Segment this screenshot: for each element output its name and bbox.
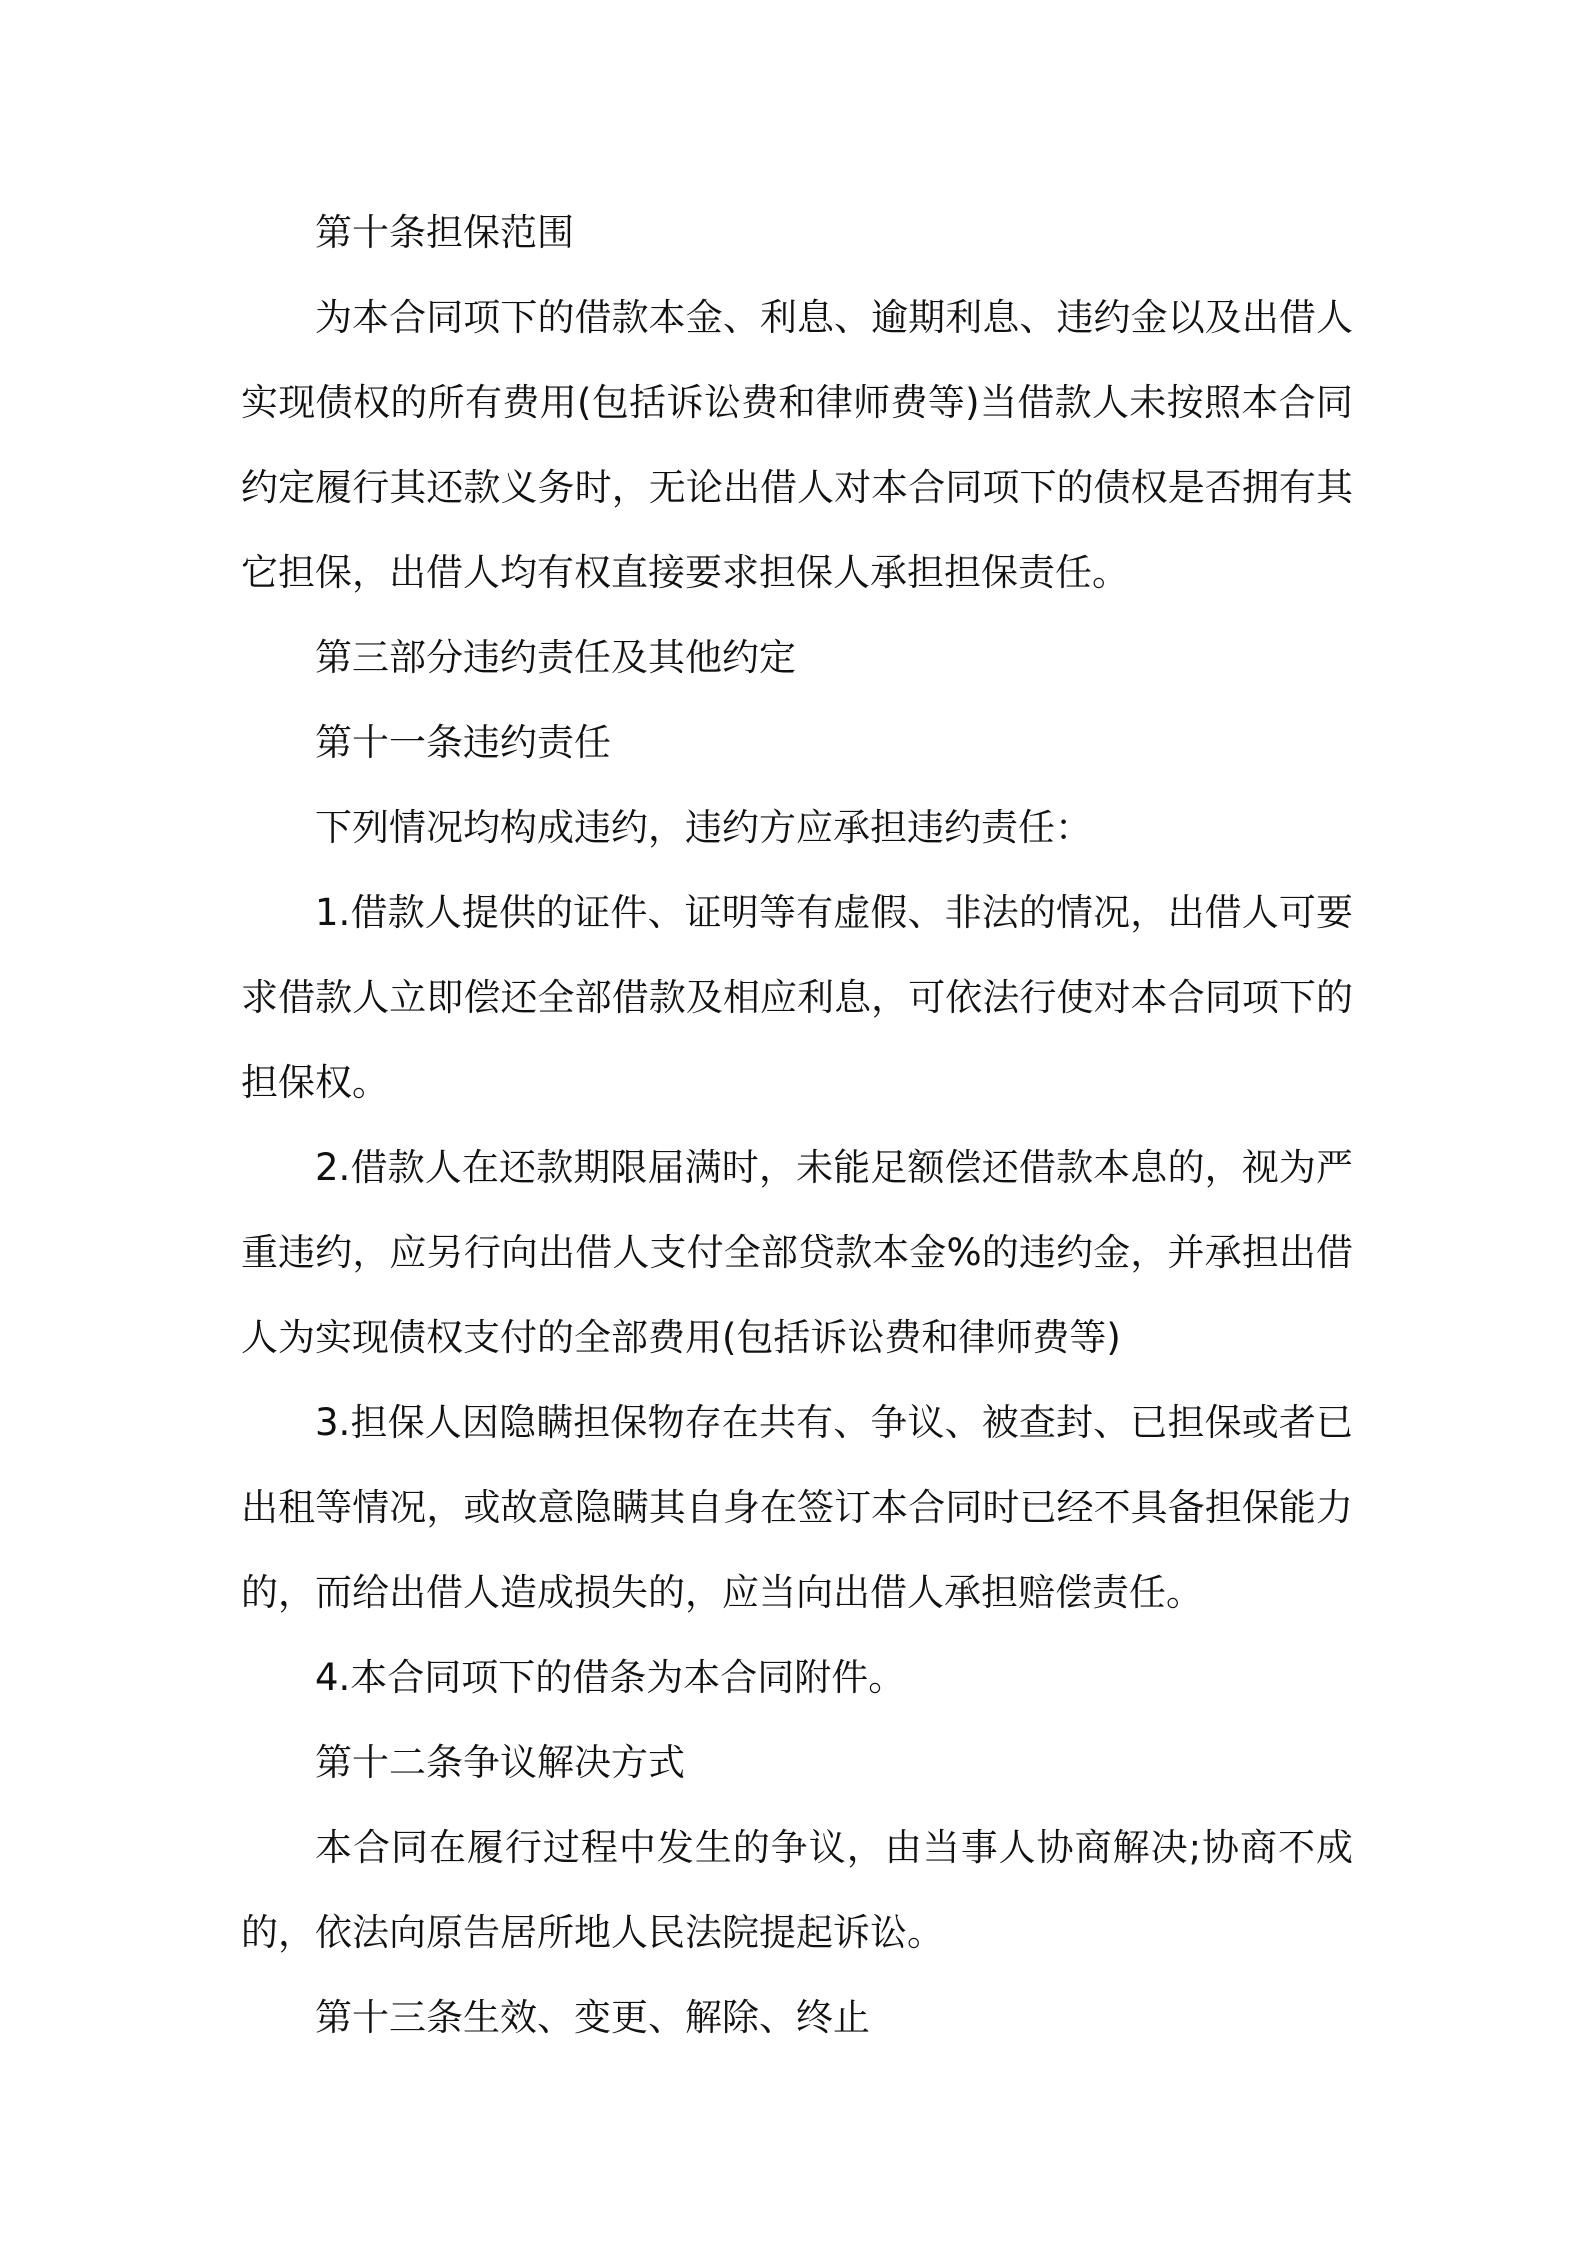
article-13-heading: 第十三条生效、变更、解除、终止: [315, 1996, 870, 2039]
article-11-item-4: 4.本合同项下的借条为本合同附件。: [315, 1656, 906, 1699]
article-11-item-2: 2.借款人在还款期限届满时，未能足额偿还借款本息的，视为严重违约，应另行向出借人支付全部贷款本金%的违约金，并承担出借人为实现债权支付的全部费用(包括诉讼费和律师费等): [241, 1146, 1353, 1359]
document-body: [241, 190, 1353, 2060]
article-11-intro: 下列情况均构成违约，违约方应承担违约责任：: [315, 806, 1092, 849]
article-11-item-1: 1.借款人提供的证件、证明等有虚假、非法的情况，出借人可要求借款人立即偿还全部借款及相应利息，可依法行使对本合同项下的担保权。: [241, 891, 1353, 1104]
article-10-text: 为本合同项下的借款本金、利息、逾期利息、违约金以及出借人实现债权的所有费用(包括诉讼费和律师费等)当借款人未按照本合同约定履行其还款义务时，无论出借人对本合同项下的债权是否拥有其它担保，出借人均有权直接要求担保人承担担保责任。: [241, 296, 1353, 594]
article-12-heading: 第十二条争议解决方式: [315, 1741, 685, 1784]
article-11-item-3: 3.担保人因隐瞒担保物存在共有、争议、被查封、已担保或者已出租等情况，或故意隐瞒其自身在签订本合同时已经不具备担保能力的，而给出借人造成损失的，应当向出借人承担赔偿责任。: [241, 1401, 1353, 1614]
article-11-heading: 第十一条违约责任: [315, 721, 611, 764]
article-12-text: 本合同在履行过程中发生的争议，由当事人协商解决;协商不成的，依法向原告居所地人民法院提起诉讼。: [241, 1826, 1353, 1954]
article-10-heading: 第十条担保范围: [315, 211, 574, 254]
part-3-heading: 第三部分违约责任及其他约定: [315, 636, 796, 679]
